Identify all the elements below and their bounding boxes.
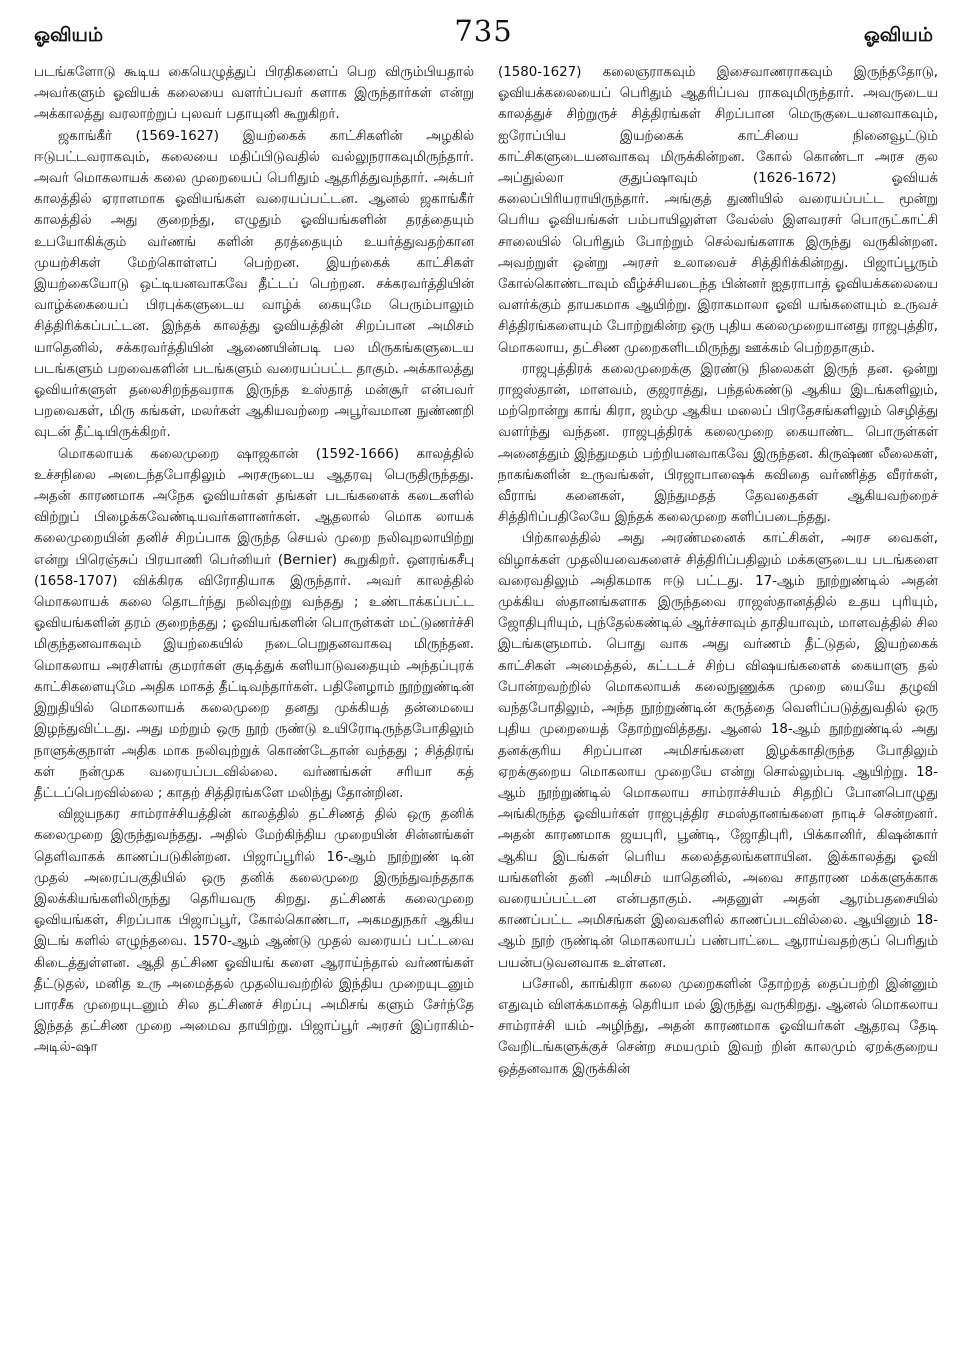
- paragraph: மொகலாயக் கலைமுறை ஷாஜகான் (1592-1666) காலத்தில் உச்சநிலை அடைந்தபோதிலும் அரசருடைய ஆதரவு பெருதிருந்தது. அதன் காரணமாக அநேக ஓவியர்கள் தங்கள் படங்களைக் கடைகளில் விற்றுப் பிழைக்கவேண்டியவர்களானர்கள். ஆதலால் மொக லாயக் கலைமுறையின் தனிச் சிறப்பாக இருந்த செயல் முறை நலிவுறலாயிற்று என்று பிரெஞ்சுப் பிரயாணி பெர்னியர் (Bernier) கூறுகிறர். ஔரங்கசீபு (1658-1707) விக்கிரக விரோதியாக இருந்தார். அவர் காலத்தில் மொகலாயக் கலை தொடர்ந்து நலிவுற்று வந்தது ; உண்டாக்கப்பட்ட ஓவியங்களின் தரம் குறைந்தது ; ஓவியங்களின் பொருள்கள் மட்டுணர்ச்சி மிகுந்தனவாகவும் இயற்கையில் நடைபெறுதனவாகவு மிருந்தன. மொகலாய அரசிளங் குமரர்கள் குடித்துக் களியாடுவதையும் அந்தப்புரக் காட்சிகளையுமே அதிக மாகத் தீட்டிவந்தார்கள். பதினேழாம் நூற்றுண்டின் இறுதியில் மொகலாயக் கலைமுறை தனது முக்கியத் தன்மையை இழந்துவிட்டது. அது மற்றும் ஒரு நூற் ருண்டு உயிரோடிருந்தபோதிலும் நாளுக்குநாள் அதிக மாக நலிவுற்றுக் கொண்டேதான் வந்தது ; சித்திரங் கள் நன்முக வரையப்படவில்லை. வர்ணங்கள் சரியா கத் தீட்டப்பெறவில்லை ; காதற் சித்திரங்களே மலிந்து தோன்றின.: [34, 446, 474, 801]
- left-column: [34, 62, 474, 1059]
- paragraph: படங்களோடு கூடிய கையெழுத்துப் பிரதிகளைப் பெற விரும்பியதால் அவர்களும் ஓவியக் கலையை வளர்ப்பவர் களாக இருந்தார்கள் என்று அக்காலத்து வரலாற்றுப் புலவர் பதாயுனி கூறுகிறர்.: [34, 65, 474, 123]
- paragraph: ராஜபுத்திரக் கலைமுறைக்கு இரண்டு நிலைகள் இருந் தன. ஒன்று ராஜஸ்தான், மாளவம், குஜராத்து, பந்தல்கண்டு ஆகிய இடங்களிலும், மற்றொன்று காங் கிரா, ஜம்மு ஆகிய மலைப் பிரதேசங்களிலும் செழித்து வளர்ந்து வந்தன. ராஜபுத்திரக் கலைமுறை கையாண்ட பொருள்கள் அனைத்தும் இந்துமதம் பற்றியனவாகவே இருந்தன. கிருஷ்ண லீலைகள், நாகங்களின் உருவங்கள், பிரஜாபாஷைக் கவிதை வர்ணித்த வீரர்கள், வீராங் கனைகள், இந்துமதத் தேவதைகள் ஆகியவற்றைச் சித்திரிப்பதிலேயே இந்தக் கலைமுறை களிப்படைந்தது.: [498, 361, 938, 526]
- column-gutter: [483, 64, 484, 1344]
- paragraph: (1580-1627) கலைஞராகவும் இசைவாணராகவும் இருந்ததோடு, ஓவியக்கலையைப் பெரிதும் ஆதரிப்பவ ராகவுமிருந்தார். அவருடைய காலத்துச் சிற்றுருச் சித்திரங்கள் சிறப்பான மெருகுடையனவாகவும், ஐரோப்பிய இயற்கைக் காட்சியை நினைவூட்டும் காட்சிகளுடையனவாகவு மிருக்கின்றன. கோல் கொண்டா அரச குல அப்துல்லா குதுப்ஷாவும் (1626-1672) ஓவியக் கலைப்பிரியராயிருந்தார். அங்குத் துணியில் வரையப்பட்ட மூன்று பெரிய ஓவியங்கள் பம்பாயிலுள்ள வேல்ஸ் இளவரசர் பொருட்காட்சி சாலையில் பெரிதும் போற்றும் செல்வங்களாக இருந்து வருகின்றன. அவற்றுள் ஒன்று அரசர் உலாவைச் சித்திரிக்கின்றது. பிஜாப்பூரும் கோல்கொண்டாவும் வீழ்ச்சியடைந்த பின்னர் ஐதராபாத் ஓவியக்கலையை வளர்க்கும் தாயகமாக ஆயிற்று. இராகமாலா ஓவி யங்களையும் உருவச் சித்திரங்களையும் போற்றுகின்ற ஒரு புதிய கலைமுறையானது ராஜபுத்திர, மொகலாய, தட்சிண முறைகளிடமிருந்து ஊக்கம் பெற்றதாகும்.: [498, 65, 938, 356]
- page-header: [34, 14, 933, 54]
- right-column: [498, 62, 938, 1080]
- paragraph: பசோலி, காங்கிரா கலை முறைகளின் தோற்றத் தைப்பற்றி இன்னும் எதுவும் விளக்கமாகத் தெரியா மல் இருந்து வருகிறது. ஆனல் மொகலாய சாம்ராச்சி யம் அழிந்து, அதன் காரணமாக ஓவியர்கள் ஆதரவு தேடி வேறிடங்களுக்குச் சென்ற சமயமும் இவற் றின் காலமும் ஏறக்குறைய ஒத்தனவாக இருக்கின்: [498, 976, 938, 1077]
- paragraph: ஜகாங்கீர் (1569-1627) இயற்கைக் காட்சிகளின் அழகில் ஈடுபட்டவராகவும், கலையை மதிப்பிடுவதில் வல்லுநராகவுமிருந்தார். அவர் மொகலாயக் கலை முறையைப் பெரிதும் ஆதரித்துவந்தார். அக்பர் காலத்தில் ஏராளமாக ஓவியங்கள் வரையப்பட்டன. ஆனல் ஜகாங்கீர் காலத்தில் அது குறைந்து, எழுதும் ஓவியங்களின் தரத்தையும் உபயோகிக்கும் வர்ணங் களின் தரத்தையும் உயர்த்துவதற்கான முயற்சிகள் மேற்கொள்ளப் பெற்றன. இயற்கைக் காட்சிகள் இயற்கையோடு ஒட்டியனவாகவே தீட்டப் பெற்றன. சக்கரவர்த்தியின் வாழ்க்கையைப் பிரபுக்களுடைய வாழ்க் கையுமே பெரும்பாலும் சித்திரிக்கப்பட்டன. இந்தக் காலத்து ஓவியத்தின் சிறப்பான அமிசம் யாதெனில், சக்கரவர்த்தியின் ஆணையின்படி பல மிருகங்களுடைய படங்களும் பறவைகளின் படங்களும் வரையப்பட்ட தாகும். அக்காலத்து ஓவியர்களுள் தலைசிறந்தவராக இருந்த உஸ்தாத் மன்சூர் என்பவர் பறவைகள், மிரு கங்கள், மலர்கள் ஆகியவற்றை அபூர்வமான நுண்ணறி வுடன் தீட்டியிருக்கிறர்.: [34, 128, 474, 441]
- running-head-right: ஓவியம்: [863, 24, 933, 46]
- running-head-left: ஓவியம்: [34, 24, 104, 46]
- paragraph: பிற்காலத்தில் அது அரண்மனைக் காட்சிகள், அரச வைகள், விழாக்கள் முதலியவைகளைச் சித்திரிப்பதிலும் மக்களுடைய படங்களை வரைவதிலும் அதிகமாக ஈடு பட்டது. 17-ஆம் நூற்றுண்டில் அதன் முக்கிய ஸ்தானங்களாக இருந்தவை ராஜஸ்தானத்தில் உதய புரியும், ஜோதிபுரியும், புந்தேல்கண்டில் ஆர்ச்சாவும் தாதியாவும், மாளவத்தில் சில இடங்களுமாம். பொது வாக அது வர்ணம் தீட்டுதல், இயற்கைக் காட்சிகள் அமைத்தல், கட்டடச் சிற்ப விஷயங்களைக் கையாளு தல் போன்றவற்றில் மொகலாயக் கலைநுணுக்க முறை யையே தழுவி வந்தபோதிலும், அந்த நூற்றுண்டின் கருத்தை வெளிப்படுத்துவதில் ஒரு புதிய முறையைத் தோற்றுவித்தது. ஆனல் 18-ஆம் நூற்றுண்டில் அது தனக்குரிய சிறப்பான அமிசங்களை இழக்காதிருந்த போதிலும் ஏறக்குறைய மொகலாய முறையே என்று சொல்லும்படி ஆயிற்று. 18-ஆம் நூற்றுண்டில் மொகலாய சாம்ராச்சியம் சிதறிப் போனபொழுது அங்கிருந்த ஓவியர்கள் ராஜபுத்திர சமஸ்தானங்களை நாடிச் சென்றனர். அதன் காரணமாக ஜயபுரி, பூண்டி, ஜோதிபுரி, பிக்கானிர், கிஷன்கார் ஆகிய இடங்கள் பெரிய கலைத்தலங்களாயின. இக்காலத்து ஓவி யங்களின் தனி அமிசம் யாதெனில், அவை சாதாரண மக்களுக்காக வரையப்பட்டன என்பதாகும். அதனுள் அதன் ஆரம்பதசையில் காணப்பட்ட அமிசங்கள் இவைகளில் காணப்படவில்லை. ஆயினும் 18-ஆம் நூற் ருண்டின் மொகலாயப் பண்பாட்டை ஆராய்வதற்குப் பெரிதும் பயன்படுவனவாக உள்ளன.: [498, 531, 938, 971]
- page-number: 735: [454, 14, 513, 48]
- paragraph: விஜயநகர சாம்ராச்சியத்தின் காலத்தில் தட்சிணத் தில் ஒரு தனிக் கலைமுறை இருந்துவந்தது. அதில் மேற்கிந்திய முறையின் சின்னங்கள் தெளிவாகக் காணப்படுகின்றன. பிஜாப்பூரில் 16-ஆம் நூற்றுண் டின் முதல் அரைப்பகுதியில் ஒரு தனிக் கலைமுறை இருந்துவந்ததாக இலக்கியங்களிலிருந்து தெரியவரு கிறது. தட்சிணக் கலைமுறை ஓவியங்கள், சிறப்பாக பிஜாப்பூர், கோல்கொண்டா, அகமதுநகர் ஆகிய இடங் களில் எழுந்தவை. 1570-ஆம் ஆண்டு முதல் வரையப் பட்டவை கிடைத்துள்ளன. ஆதி தட்சிண ஓவியங் களை ஆராய்ந்தால் வர்ணங்கள் தீட்டுதல், மனித உரு அமைத்தல் முதலியவற்றில் இந்திய முறையுடனும் பாரசீக முறையுடனும் சில தட்சிணச் சிறப்பு அமிசங் களும் சேர்ந்தே இந்தத் தட்சிண முறை அமைவ தாயிற்று. பிஜாப்பூர் அரசர் இப்ராகிம்-அடில்-ஷா: [34, 807, 474, 1056]
